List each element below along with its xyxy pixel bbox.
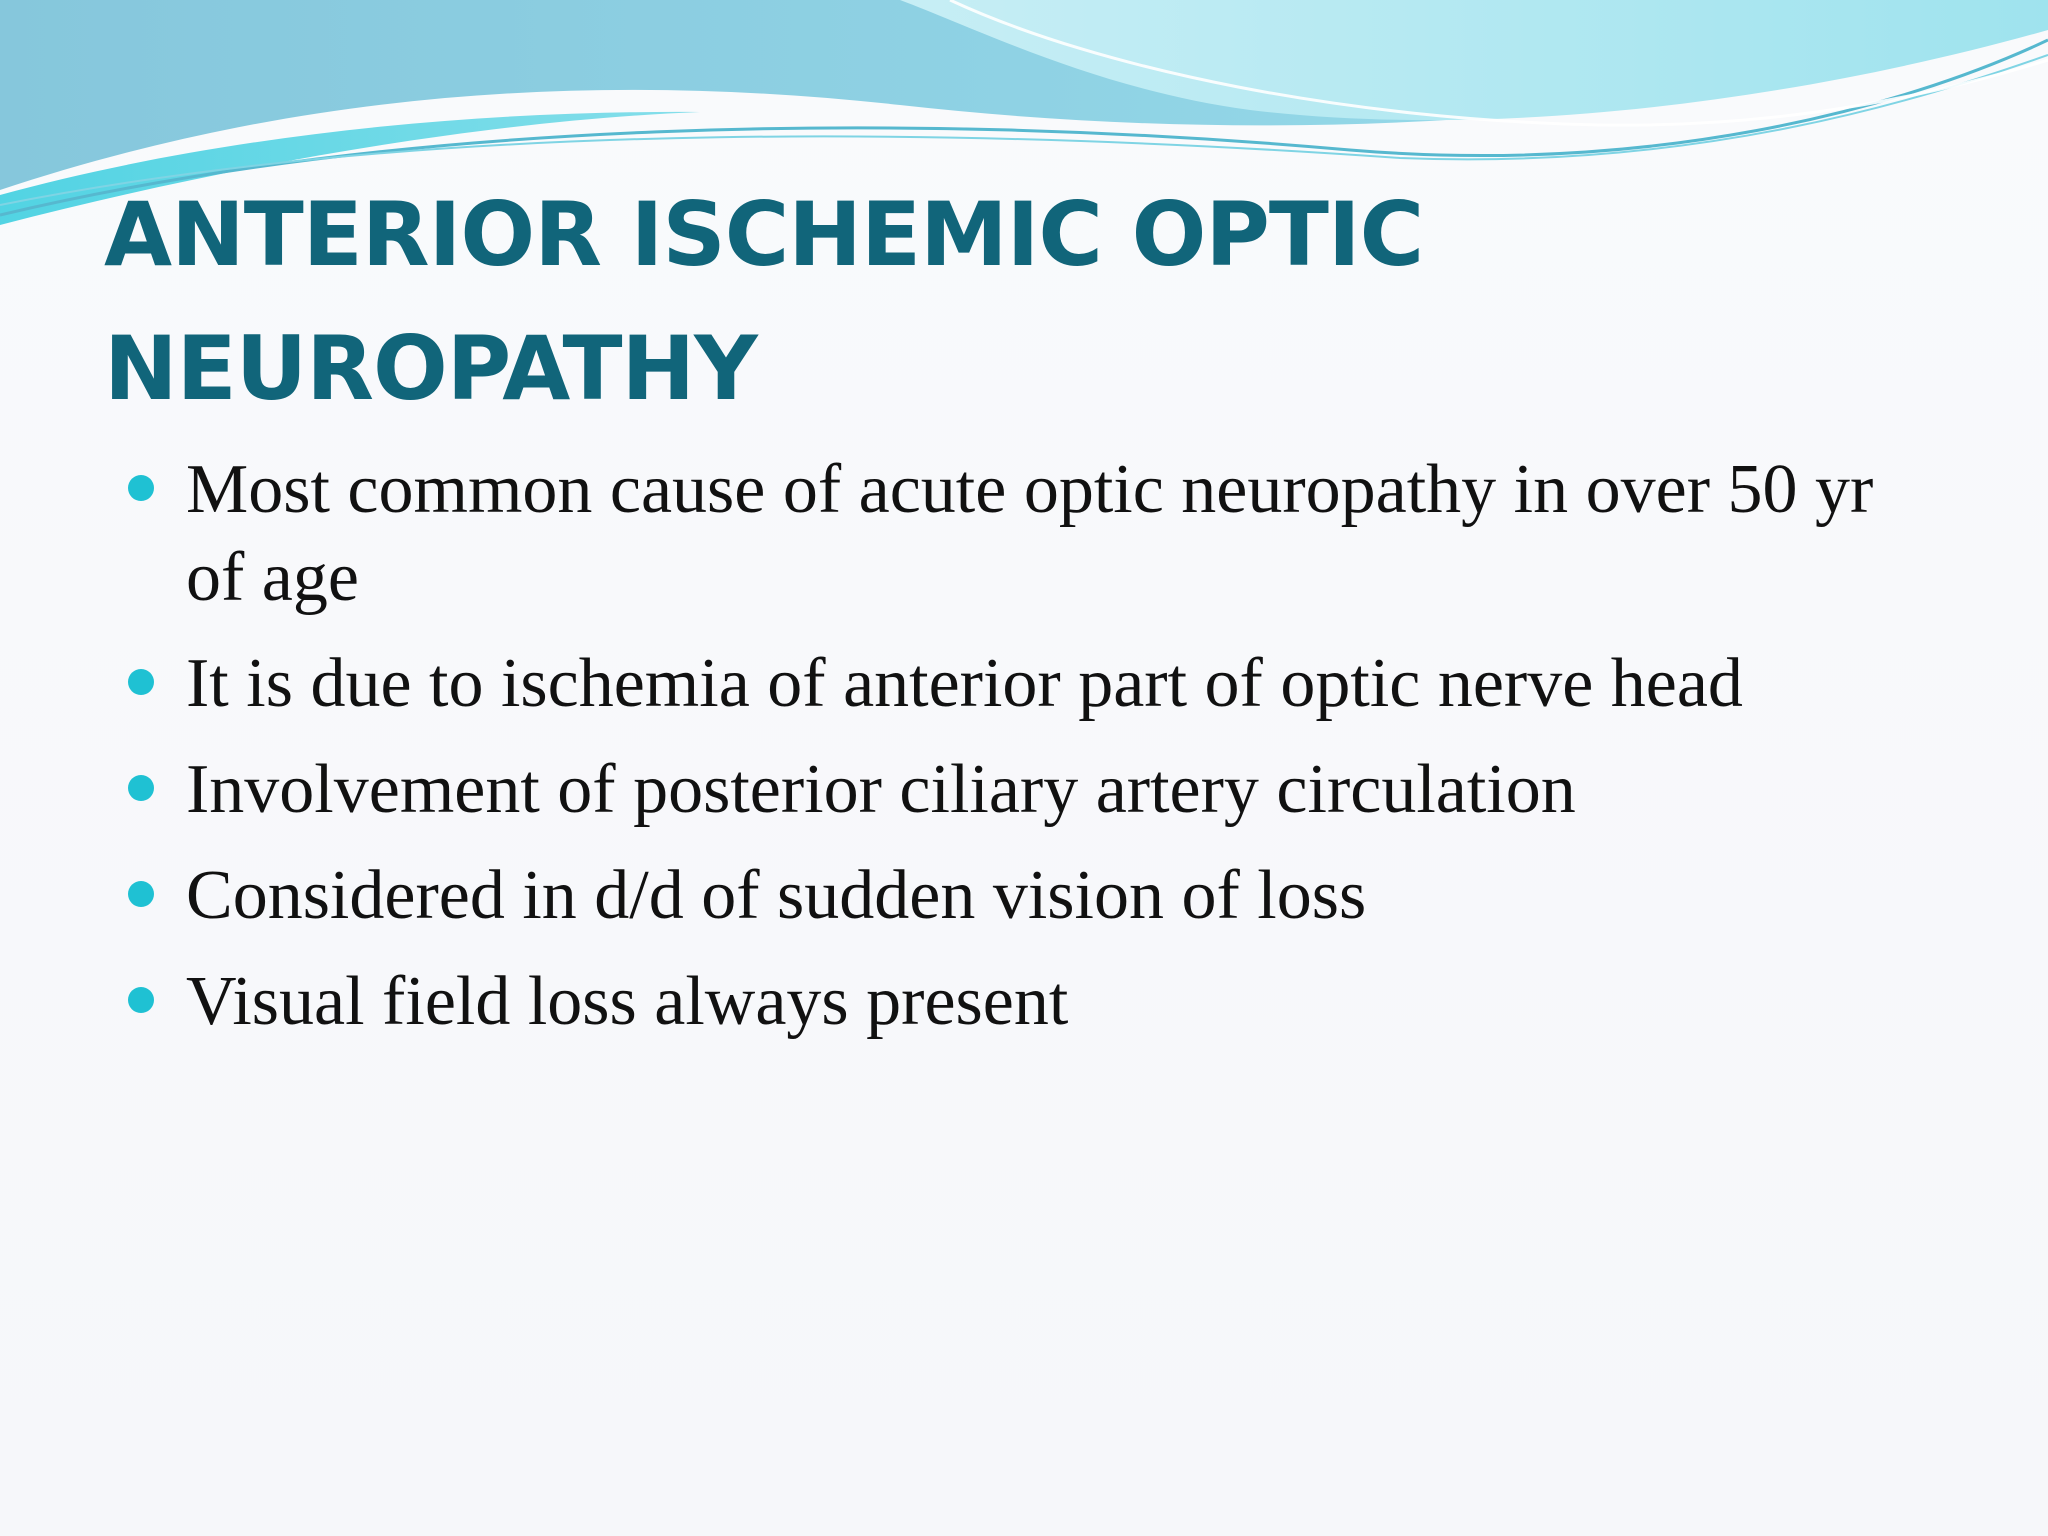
- bullet-item: [128, 746, 1928, 834]
- bullet-text: It is due to ischemia of anterior part of optic nerve head: [186, 645, 1743, 722]
- bullet-text: Most common cause of acute optic neuropathy in over 50 yr of age: [186, 451, 1874, 616]
- bullet-text: Visual field loss always present: [186, 963, 1069, 1040]
- bullet-item: [128, 852, 1928, 940]
- slide-title: ANTERIOR ISCHEMIC OPTIC NEUROPATHY: [104, 183, 1424, 420]
- bullet-dot-icon: [128, 987, 154, 1013]
- bullet-text: Considered in d/d of sudden vision of loss: [186, 857, 1367, 934]
- bullet-dot-icon: [128, 475, 154, 501]
- bullet-dot-icon: [128, 669, 154, 695]
- bullet-dot-icon: [128, 881, 154, 907]
- bullet-item: [128, 640, 1928, 728]
- bullet-text: Involvement of posterior ciliary artery circulation: [186, 751, 1576, 828]
- bullet-item: [128, 446, 1928, 622]
- bullet-item: [128, 958, 1928, 1046]
- bullet-dot-icon: [128, 775, 154, 801]
- bullet-list: [128, 446, 1928, 1064]
